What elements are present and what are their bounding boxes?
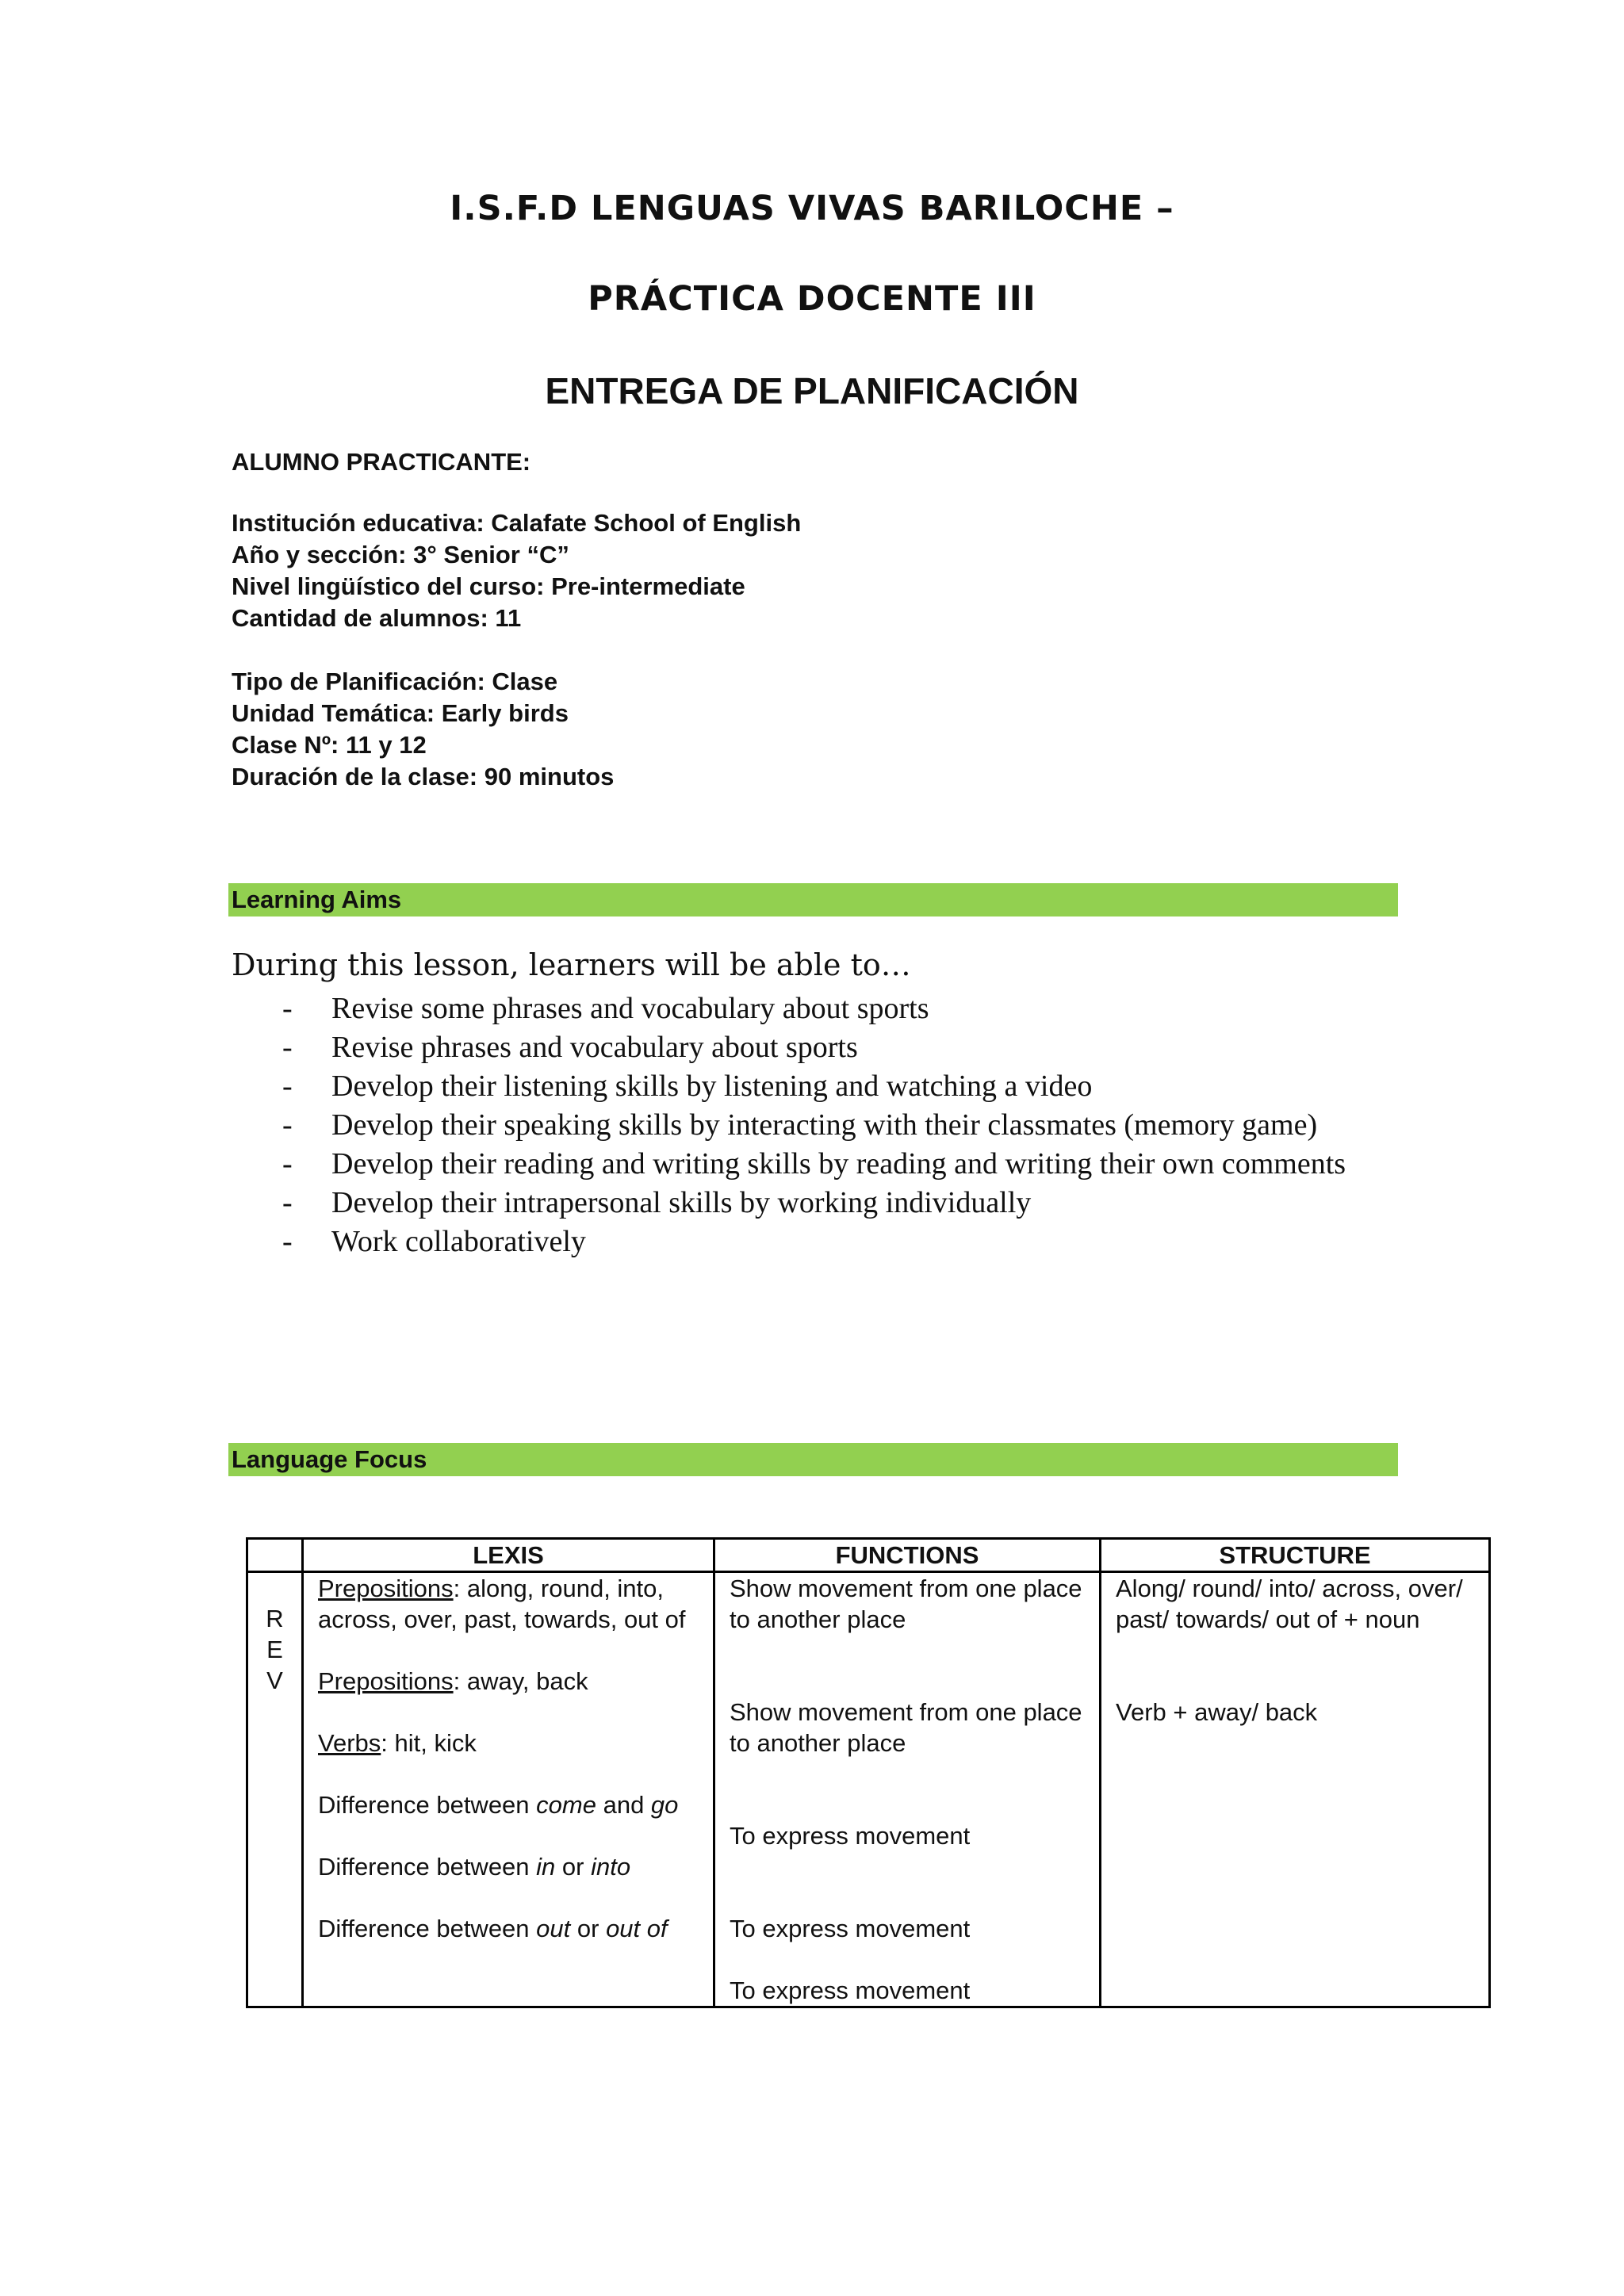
structure-entry: Verb + away/ back [1116,1698,1318,1726]
lexis-sep: : [381,1729,388,1757]
list-bullet: - [282,1186,293,1219]
language-focus-table [246,1537,1491,2008]
detail-level: Nivel lingüístico del curso: Pre-intermediate [232,572,745,600]
planning-unit: Unidad Temática: Early birds [232,699,569,727]
lexis-entry [318,1851,699,1882]
aim-text: Develop their intrapersonal skills by working individually [331,1186,1032,1219]
aim-text: Revise phrases and vocabulary about sports [331,1031,858,1064]
aim-text: Develop their reading and writing skills by reading and writing their own comments [331,1147,1346,1181]
lexis-term-italic: into [591,1853,631,1881]
lexis-entry [318,1573,699,1635]
function-entry: To express movement [730,1976,971,2004]
function-entry: To express movement [730,1822,971,1850]
spacer [318,1697,699,1728]
learning-aims-list [278,989,1356,1261]
lexis-entry [318,1666,699,1697]
lexis-text: along, round, into, across, over, past, towards, out of [318,1575,686,1633]
lexis-text: hit, kick [387,1729,477,1757]
function-entry: Show movement from one place to another place [730,1698,1082,1757]
spacer [318,1882,699,1913]
header-empty [247,1539,303,1572]
list-bullet: - [282,1225,293,1258]
lexis-text: and [596,1791,651,1819]
list-item [278,1028,1356,1067]
lexis-term-italic: come [536,1791,596,1819]
list-bullet: - [282,1031,293,1064]
lexis-entry [318,1789,699,1820]
spacer [318,1635,699,1666]
planning-details [232,666,1421,793]
learning-aims-heading: Learning Aims [228,883,1398,916]
list-item [278,1145,1356,1184]
lexis-term-italic: go [650,1791,679,1819]
list-item [278,1106,1356,1145]
student-label-text: ALUMNO PRACTICANTE: [232,448,531,476]
list-item [278,989,1356,1028]
language-focus-heading: Language Focus [228,1443,1398,1476]
function-entry: To express movement [730,1915,971,1942]
lexis-term-italic: in [536,1853,556,1881]
list-bullet: - [282,992,293,1025]
row-label-letter: V [266,1667,283,1694]
structure-entry: Along/ round/ into/ across, over/ past/ towards/ out of + noun [1116,1575,1463,1633]
aim-text: Develop their listening skills by listening and watching a video [331,1070,1093,1103]
list-bullet: - [282,1070,293,1103]
lexis-text: Difference between [318,1791,537,1819]
row-label-letter: R [266,1605,284,1632]
functions-cell [714,1572,1101,2007]
header-functions: FUNCTIONS [714,1539,1101,1572]
aim-text: Work collaboratively [331,1225,586,1258]
planning-duration: Duración de la clase: 90 minutos [232,763,615,790]
lexis-sep: : [453,1575,461,1602]
structure-cell [1101,1572,1490,2007]
lexis-sep: : [453,1667,461,1695]
row-label-letter: E [266,1636,283,1663]
learning-aims-intro: During this lesson, learners will be able to… [232,947,911,982]
table-header-row [247,1539,1490,1572]
detail-institution: Institución educativa: Calafate School of English [232,509,802,537]
header-lexis: LEXIS [303,1539,714,1572]
institution-title: I.S.F.D LENGUAS VIVAS BARILOCHE – [450,189,1174,228]
function-entry: Show movement from one place to another place [730,1575,1082,1633]
spacer [318,1820,699,1851]
lexis-term-italic: out of [606,1915,668,1942]
detail-students: Cantidad de alumnos: 11 [232,604,522,632]
lexis-term-italic: out [536,1915,571,1942]
planning-type: Tipo de Planificación: Clase [232,668,558,695]
course-title: PRÁCTICA DOCENTE III [588,279,1036,319]
row-label-rev [247,1572,303,2007]
table-row [247,1572,1490,2007]
lexis-entry [318,1913,699,1944]
aim-text: Revise some phrases and vocabulary about sports [331,992,929,1025]
list-item [278,1067,1356,1106]
planning-class-number: Clase Nº: 11 y 12 [232,731,427,759]
spacer [318,1758,699,1789]
lexis-text: or [555,1853,592,1881]
student-label [232,446,1421,478]
lexis-term: Prepositions [318,1575,454,1602]
lexis-term: Prepositions [318,1667,454,1695]
lexis-text: or [570,1915,607,1942]
header-structure: STRUCTURE [1101,1539,1490,1572]
list-bullet: - [282,1147,293,1181]
list-item [278,1184,1356,1223]
lexis-text: Difference between [318,1915,537,1942]
list-item [278,1223,1356,1261]
lexis-term: Verbs [318,1729,381,1757]
list-bullet: - [282,1108,293,1142]
lexis-entry [318,1728,699,1758]
lexis-cell [303,1572,714,2007]
lexis-text: Difference between [318,1853,537,1881]
lexis-text: away, back [460,1667,588,1695]
institution-details [232,507,1421,634]
aim-text: Develop their speaking skills by interacting with their classmates (memory game) [331,1108,1318,1142]
detail-year-section: Año y sección: 3° Senior “C” [232,541,569,568]
document-title: ENTREGA DE PLANIFICACIÓN [545,370,1079,411]
